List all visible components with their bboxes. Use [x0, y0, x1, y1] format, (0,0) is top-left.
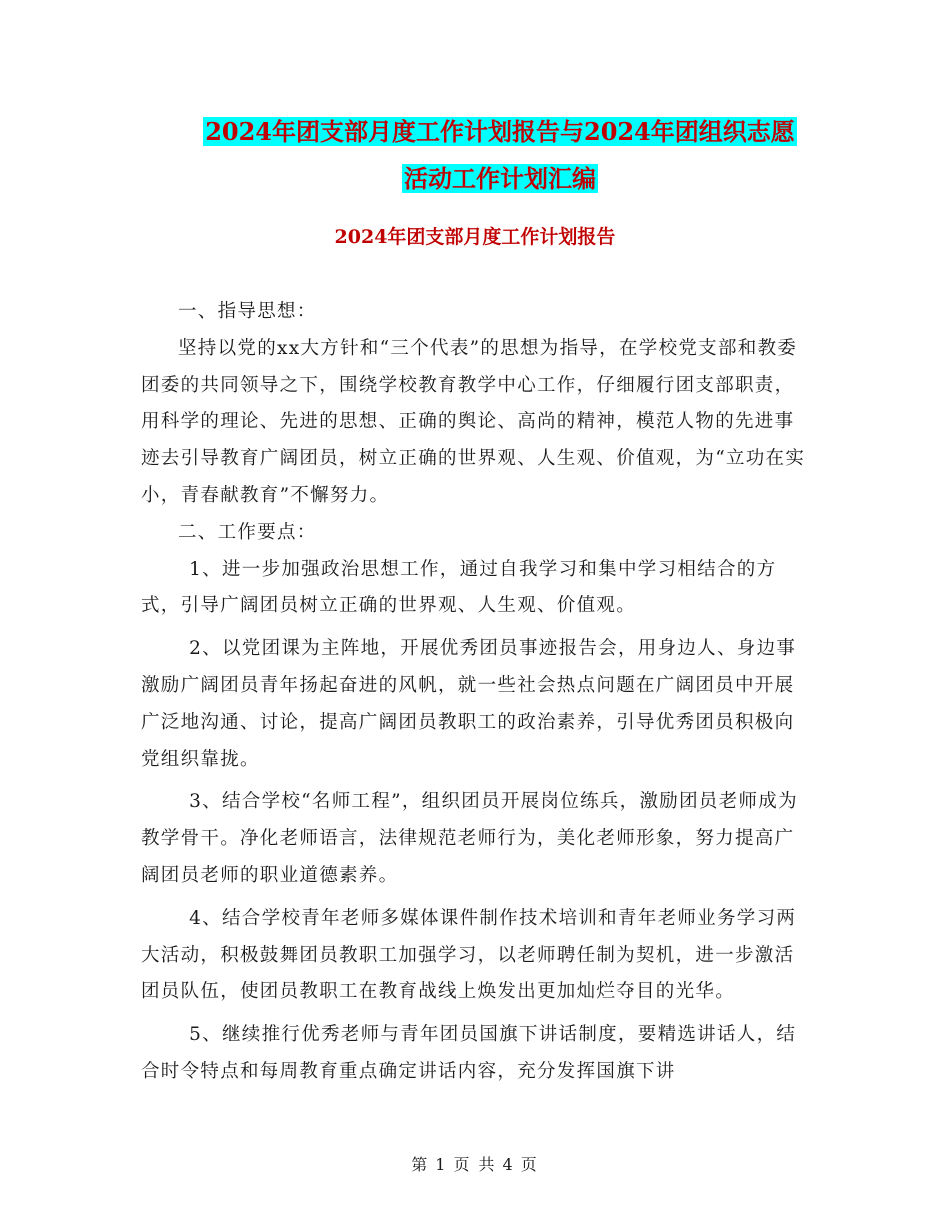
footer-prefix: 第 [411, 1155, 430, 1174]
page-footer [0, 1152, 950, 1175]
title-line-1: 2024年团支部月度工作计划报告与2024年团组织志愿 [205, 117, 795, 146]
heading-guiding-ideology: 一、指导思想： [178, 301, 317, 322]
paragraph-guiding-ideology: 坚持以党的xx大方针和“三个代表”的思想为指导，在学校党支部和教委团委的共同领导之下，围绕学校教育教学中心工作，仔细履行团支部职责，用科学的理论、先进的思想、正确的舆论、高尚的精神，模范人物的先进事迹去引导教育广阔团员，树立正确的世界观、人生观、价值观，为“立功在实小，青春献教育”不懈努力。 [141, 337, 806, 506]
paragraph-item-5: 5、继续推行优秀老师与青年团员国旗下讲话制度，要精选讲话人，结合时令特点和每周教育重点确定讲话内容，充分发挥国旗下讲 [141, 1024, 797, 1082]
footer-mid: 页 共 [453, 1155, 497, 1174]
document-body [141, 294, 809, 1091]
section-title: 2024年团支部月度工作计划报告 [334, 226, 616, 248]
footer-page-number: 1 [435, 1155, 448, 1174]
heading-work-points: 二、工作要点： [178, 521, 317, 543]
paragraph-item-1: 1、进一步加强政治思想工作，通过自我学习和集中学习相结合的方式，引导广阔团员树立正确的世界观、人生观、价值观。 [141, 558, 777, 617]
document-title [130, 108, 870, 202]
paragraph-item-3: 3、结合学校“名师工程”，组织团员开展岗位练兵，激励团员老师成为教学骨干。净化老师语言，法律规范老师行为，美化老师形象，努力提高广阔团员老师的职业道德素养。 [141, 791, 798, 886]
paragraph-item-2: 2、以党团课为主阵地，开展优秀团员事迹报告会，用身边人、身边事激励广阔团员青年扬起奋进的风帆，就一些社会热点问题在广阔团员中开展广泛地沟通、讨论，提高广阔团员教职工的政治素养，引导优秀团员积极向党组织靠拢。 [141, 638, 797, 770]
title-line-2: 活动工作计划汇编 [404, 164, 596, 193]
footer-total-pages: 4 [502, 1155, 515, 1174]
paragraph-item-4: 4、结合学校青年老师多媒体课件制作技术培训和青年老师业务学习两大活动，积极鼓舞团员教职工加强学习，以老师聘任制为契机，进一步激活团员队伍，使团员教职工在教育战线上焕发出更加灿烂夺目的光华。 [141, 907, 797, 1003]
footer-suffix: 页 [520, 1155, 539, 1174]
